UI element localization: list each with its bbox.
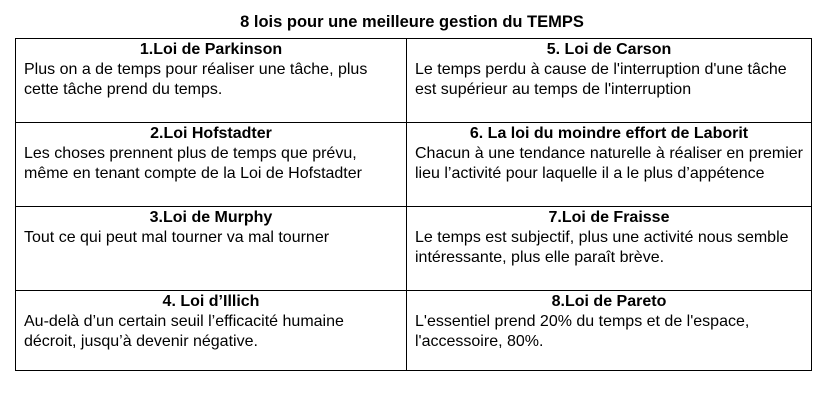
table-row	[16, 39, 812, 123]
law-title: 5. Loi de Carson	[546, 41, 672, 58]
law-cell	[407, 207, 812, 291]
table-row	[16, 123, 812, 207]
law-description: Au-delà d’un certain seuil l’efficacité humaine décroit, jusqu’à devenir négative.	[24, 313, 344, 350]
law-cell	[16, 207, 407, 291]
law-title: 4. Loi d’Illich	[162, 293, 260, 310]
law-cell	[407, 39, 812, 123]
law-description: Chacun à une tendance naturelle à réaliser en premier lieu l’activité pour laquelle il a le plus d’appétence	[415, 145, 803, 182]
law-title: 6. La loi du moindre effort de Laborit	[469, 125, 749, 142]
law-description: Le temps est subjectif, plus une activité nous semble intéressante, plus elle paraît brève.	[415, 229, 789, 266]
law-cell	[16, 39, 407, 123]
law-title: 1.Loi de Parkinson	[139, 41, 283, 58]
law-title: 7.Loi de Fraisse	[548, 209, 670, 226]
law-cell	[407, 291, 812, 371]
table-row	[16, 207, 812, 291]
law-title: 8.Loi de Pareto	[551, 293, 667, 310]
laws-table	[15, 38, 812, 371]
law-cell	[407, 123, 812, 207]
law-description: Tout ce qui peut mal tourner va mal tourner	[24, 229, 330, 246]
law-title: 2.Loi Hofstadter	[150, 125, 272, 142]
law-description: Plus on a de temps pour réaliser une tâche, plus cette tâche prend du temps.	[24, 61, 368, 98]
law-description: Le temps perdu à cause de l'interruption d'une tâche est supérieur au temps de l'interruption	[415, 61, 787, 98]
law-cell	[16, 123, 407, 207]
law-title: 3.Loi de Murphy	[149, 209, 273, 226]
table-row	[16, 291, 812, 371]
law-description: Les choses prennent plus de temps que prévu, même en tenant compte de la Loi de Hofstadter	[24, 145, 362, 182]
law-description: L'essentiel prend 20% du temps et de l'espace, l'accessoire, 80%.	[415, 313, 750, 350]
law-cell	[16, 291, 407, 371]
document-title: 8 lois pour une meilleure gestion du TEMPS	[240, 13, 584, 31]
